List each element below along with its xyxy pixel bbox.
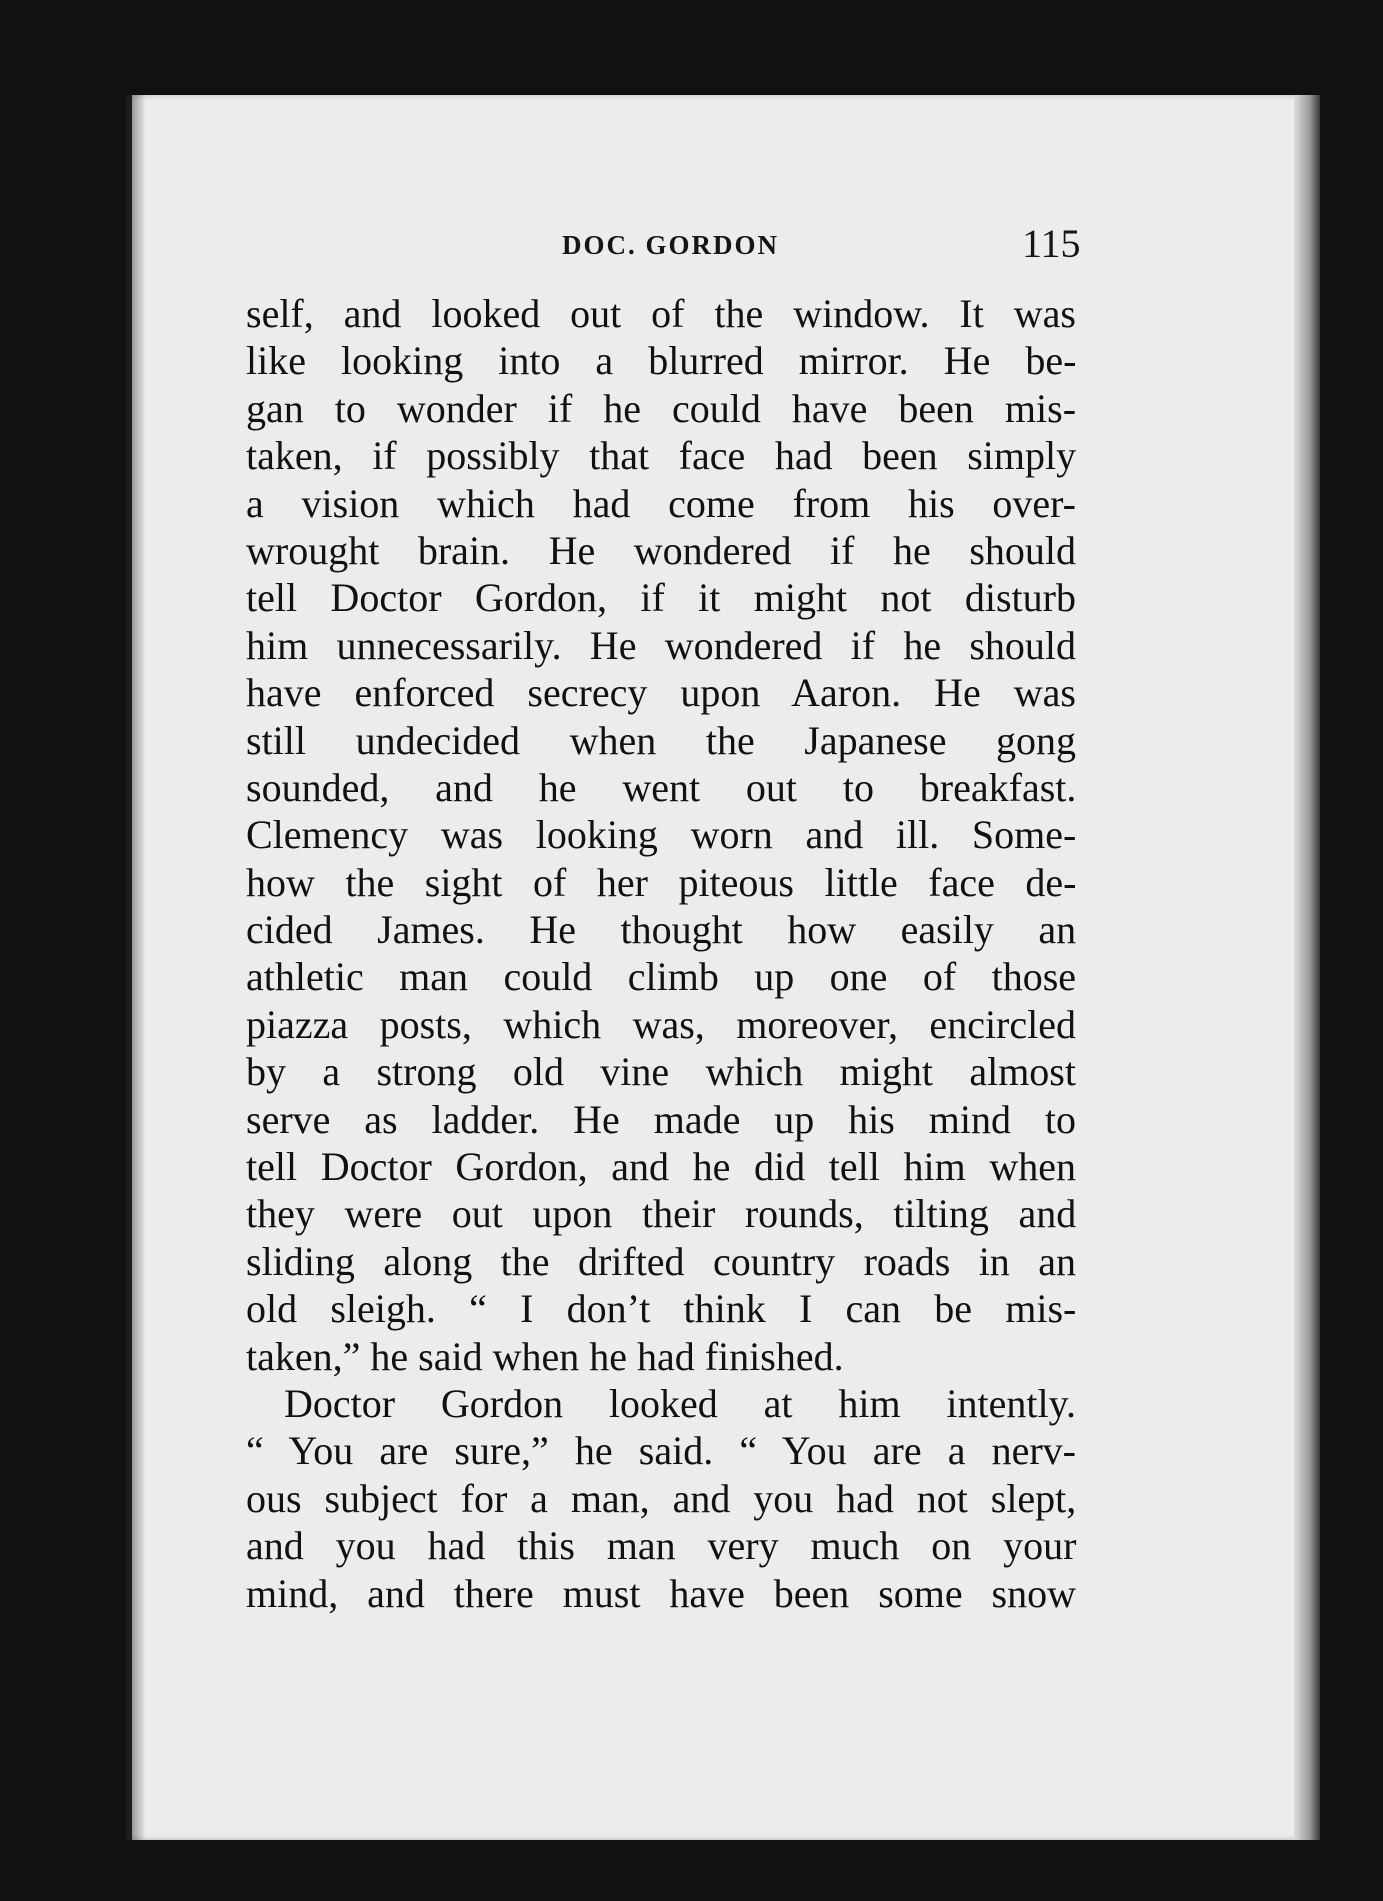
text-line: cided James. He thought how easily an [246,907,1077,953]
text-line: like looking into a blurred mirror. He be- [246,338,1077,384]
text-line: tell Doctor Gordon, if it might not disturb [246,575,1076,621]
text-line: how the sight of her piteous little face de- [246,859,1077,905]
text-line: self, and looked out of the window. It was [246,291,1076,336]
text-line: serve as ladder. He made up his mind to [246,1096,1076,1142]
text-line: old sleigh. “ I don’t think I can be mis- [246,1286,1077,1332]
text-line: Clemency was looking worn and ill. Some- [246,812,1077,858]
text-line: wrought brain. He wondered if he should [246,527,1076,573]
text-line: mind, and there must have been some snow [246,1570,1076,1616]
text-line: have enforced secrecy upon Aaron. He was [246,670,1076,716]
running-head: DOC. GORDON [562,230,779,260]
body-text [246,290,1076,1617]
text-line: gan to wonder if he could have been mis- [246,385,1077,431]
page-edge [1294,95,1320,1840]
text-line: sliding along the drifted country roads in an [246,1238,1076,1284]
text-line: they were out upon their rounds, tilting and [246,1191,1077,1237]
text-line: still undecided when the Japanese gong [246,717,1077,763]
text-line: sounded, and he went out to breakfast. [246,764,1077,810]
text-line: piazza posts, which was, moreover, encircled [246,1001,1076,1047]
text-line: Doctor Gordon looked at him intently. [284,1380,1076,1426]
text-line: tell Doctor Gordon, and he did tell him when [246,1144,1076,1190]
text-line: and you had this man very much on your [246,1523,1077,1569]
text-line: “ You are sure,” he said. “ You are a nerv- [246,1428,1076,1474]
text-line: him unnecessarily. He wondered if he should [246,622,1076,668]
page-header [132,220,1320,270]
text-line: athletic man could climb up one of those [246,954,1077,1000]
text-line: ous subject for a man, and you had not slept, [246,1475,1077,1521]
text-line: by a strong old vine which might almost [246,1049,1076,1095]
text-line: taken, if possibly that face had been simply [246,433,1077,479]
text-line: a vision which had come from his over- [246,480,1076,526]
text-line: taken,” he said when he had finished. [246,1333,844,1379]
spine-shadow [132,95,146,1840]
book-page [126,95,1320,1840]
page-number: 115 [1022,221,1081,266]
